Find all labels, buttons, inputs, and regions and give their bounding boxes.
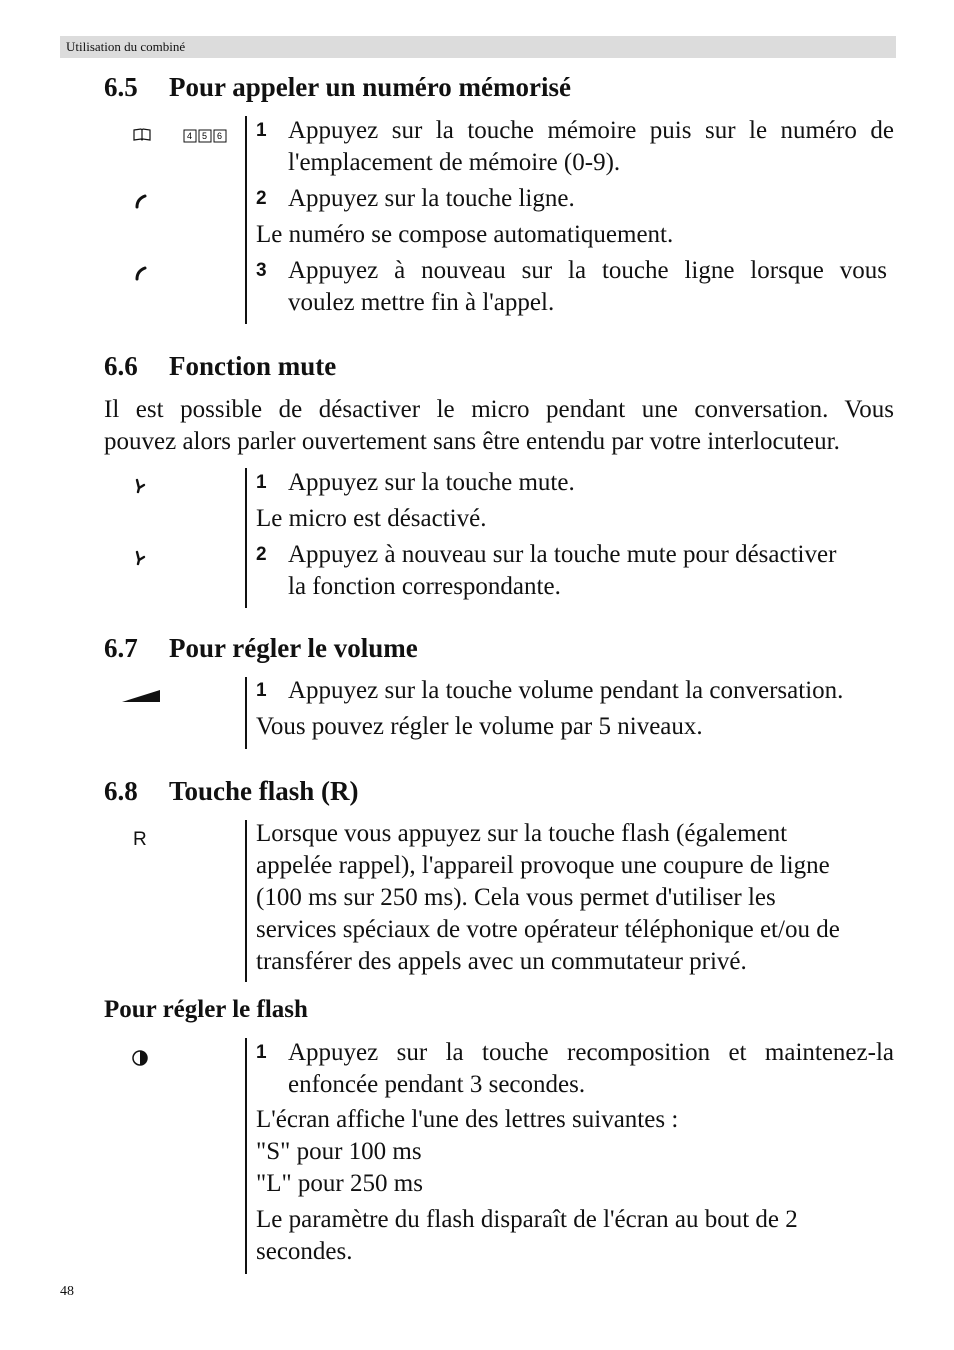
step-number: 2 bbox=[256, 188, 267, 209]
step-divider bbox=[245, 677, 247, 749]
step-1 bbox=[256, 115, 894, 179]
display-intro: L'écran affiche l'une des lettres suivantes : bbox=[256, 1106, 679, 1133]
step-2 bbox=[256, 183, 894, 215]
closing-note bbox=[256, 1204, 896, 1268]
step-text-line2: l'emplacement de mémoire (0-9). bbox=[288, 149, 621, 176]
section-number: 6.6 bbox=[104, 351, 138, 381]
step-1 bbox=[256, 675, 894, 707]
volume-icon bbox=[121, 687, 161, 708]
closing-line2: secondes. bbox=[256, 1238, 353, 1265]
note: Vous pouvez régler le volume par 5 niveaux. bbox=[256, 713, 703, 740]
step-number: 1 bbox=[256, 120, 267, 141]
step-text-line2: enfoncée pendant 3 secondes. bbox=[288, 1071, 586, 1098]
intro-line1: Il est possible de désactiver le micro pendant une conversation. Vous bbox=[104, 396, 894, 423]
step-text: Appuyez sur la touche ligne. bbox=[288, 185, 575, 212]
step-divider bbox=[245, 820, 247, 982]
note: Le numéro se compose automatiquement. bbox=[256, 221, 674, 248]
display-info bbox=[256, 1104, 896, 1200]
keypad-keys-icon bbox=[183, 129, 229, 148]
r-key-label: R bbox=[133, 829, 147, 850]
subsection-heading: Pour régler le flash bbox=[104, 996, 308, 1023]
step-1 bbox=[256, 1037, 894, 1101]
section-title: Pour appeler un numéro mémorisé bbox=[169, 72, 571, 102]
step-number: 1 bbox=[256, 472, 267, 493]
section-title: Pour régler le volume bbox=[169, 633, 418, 663]
section-heading-6-7 bbox=[104, 633, 418, 664]
mute-icon bbox=[133, 477, 149, 500]
step-number: 1 bbox=[256, 680, 267, 701]
step-text-line1: Appuyez à nouveau sur la touche mute pour désactiver bbox=[288, 541, 837, 568]
step-text: Appuyez sur la touche volume pendant la conversation. bbox=[288, 677, 844, 704]
section-heading-6-5 bbox=[104, 72, 571, 103]
running-title: Utilisation du combiné bbox=[66, 39, 186, 54]
step-divider bbox=[245, 468, 247, 608]
step-text-line2: voulez mettre fin à l'appel. bbox=[288, 289, 555, 316]
step-number: 2 bbox=[256, 544, 267, 565]
step-text-line1: Appuyez sur la touche mémoire puis sur le numéro de bbox=[288, 117, 894, 144]
step-divider bbox=[245, 116, 247, 324]
note: Le micro est désactivé. bbox=[256, 505, 487, 532]
flash-description bbox=[256, 818, 896, 978]
section-title: Touche flash (R) bbox=[169, 776, 359, 806]
description-line: services spéciaux de votre opérateur téléphonique et/ou de bbox=[256, 916, 840, 943]
handset-icon bbox=[133, 265, 149, 288]
description-line: (100 ms sur 250 ms). Cela vous permet d'utiliser les bbox=[256, 884, 776, 911]
option-s: "S" pour 100 ms bbox=[256, 1138, 422, 1165]
step-1 bbox=[256, 467, 894, 499]
step-number: 1 bbox=[256, 1042, 267, 1063]
option-l: "L" pour 250 ms bbox=[256, 1170, 423, 1197]
closing-line1: Le paramètre du flash disparaît de l'écran au bout de 2 bbox=[256, 1206, 798, 1233]
key-4: 4 bbox=[187, 131, 193, 141]
handset-icon bbox=[133, 193, 149, 216]
step-text-line2: la fonction correspondante. bbox=[288, 573, 561, 600]
section-number: 6.7 bbox=[104, 633, 138, 663]
key-5: 5 bbox=[202, 131, 208, 141]
step-divider bbox=[245, 1038, 247, 1274]
section-heading-6-6 bbox=[104, 351, 336, 382]
step-2 bbox=[256, 539, 894, 603]
section-heading-6-8 bbox=[104, 776, 359, 807]
mute-icon bbox=[133, 549, 149, 572]
key-6: 6 bbox=[217, 131, 223, 141]
section-title: Fonction mute bbox=[169, 351, 337, 381]
step-text-line1: Appuyez sur la touche recomposition et maintenez-la bbox=[288, 1039, 894, 1066]
section-number: 6.8 bbox=[104, 776, 138, 806]
section-number: 6.5 bbox=[104, 72, 138, 102]
step-text: Appuyez sur la touche mute. bbox=[288, 469, 575, 496]
book-icon bbox=[133, 128, 151, 147]
intro-line2: pouvez alors parler ouvertement sans être entendu par votre interlocuteur. bbox=[104, 428, 840, 455]
description-line: Lorsque vous appuyez sur la touche flash (également bbox=[256, 820, 788, 847]
step-number: 3 bbox=[256, 260, 267, 281]
description-line: transférer des appels avec un commutateur privé. bbox=[256, 948, 747, 975]
page-number: 48 bbox=[60, 1284, 74, 1299]
running-header bbox=[60, 36, 896, 58]
step-3 bbox=[256, 255, 887, 319]
description-line: appelée rappel), l'appareil provoque une coupure de ligne bbox=[256, 852, 830, 879]
redial-icon bbox=[131, 1049, 149, 1072]
step-text-line1: Appuyez à nouveau sur la touche ligne lorsque vous bbox=[288, 257, 887, 284]
